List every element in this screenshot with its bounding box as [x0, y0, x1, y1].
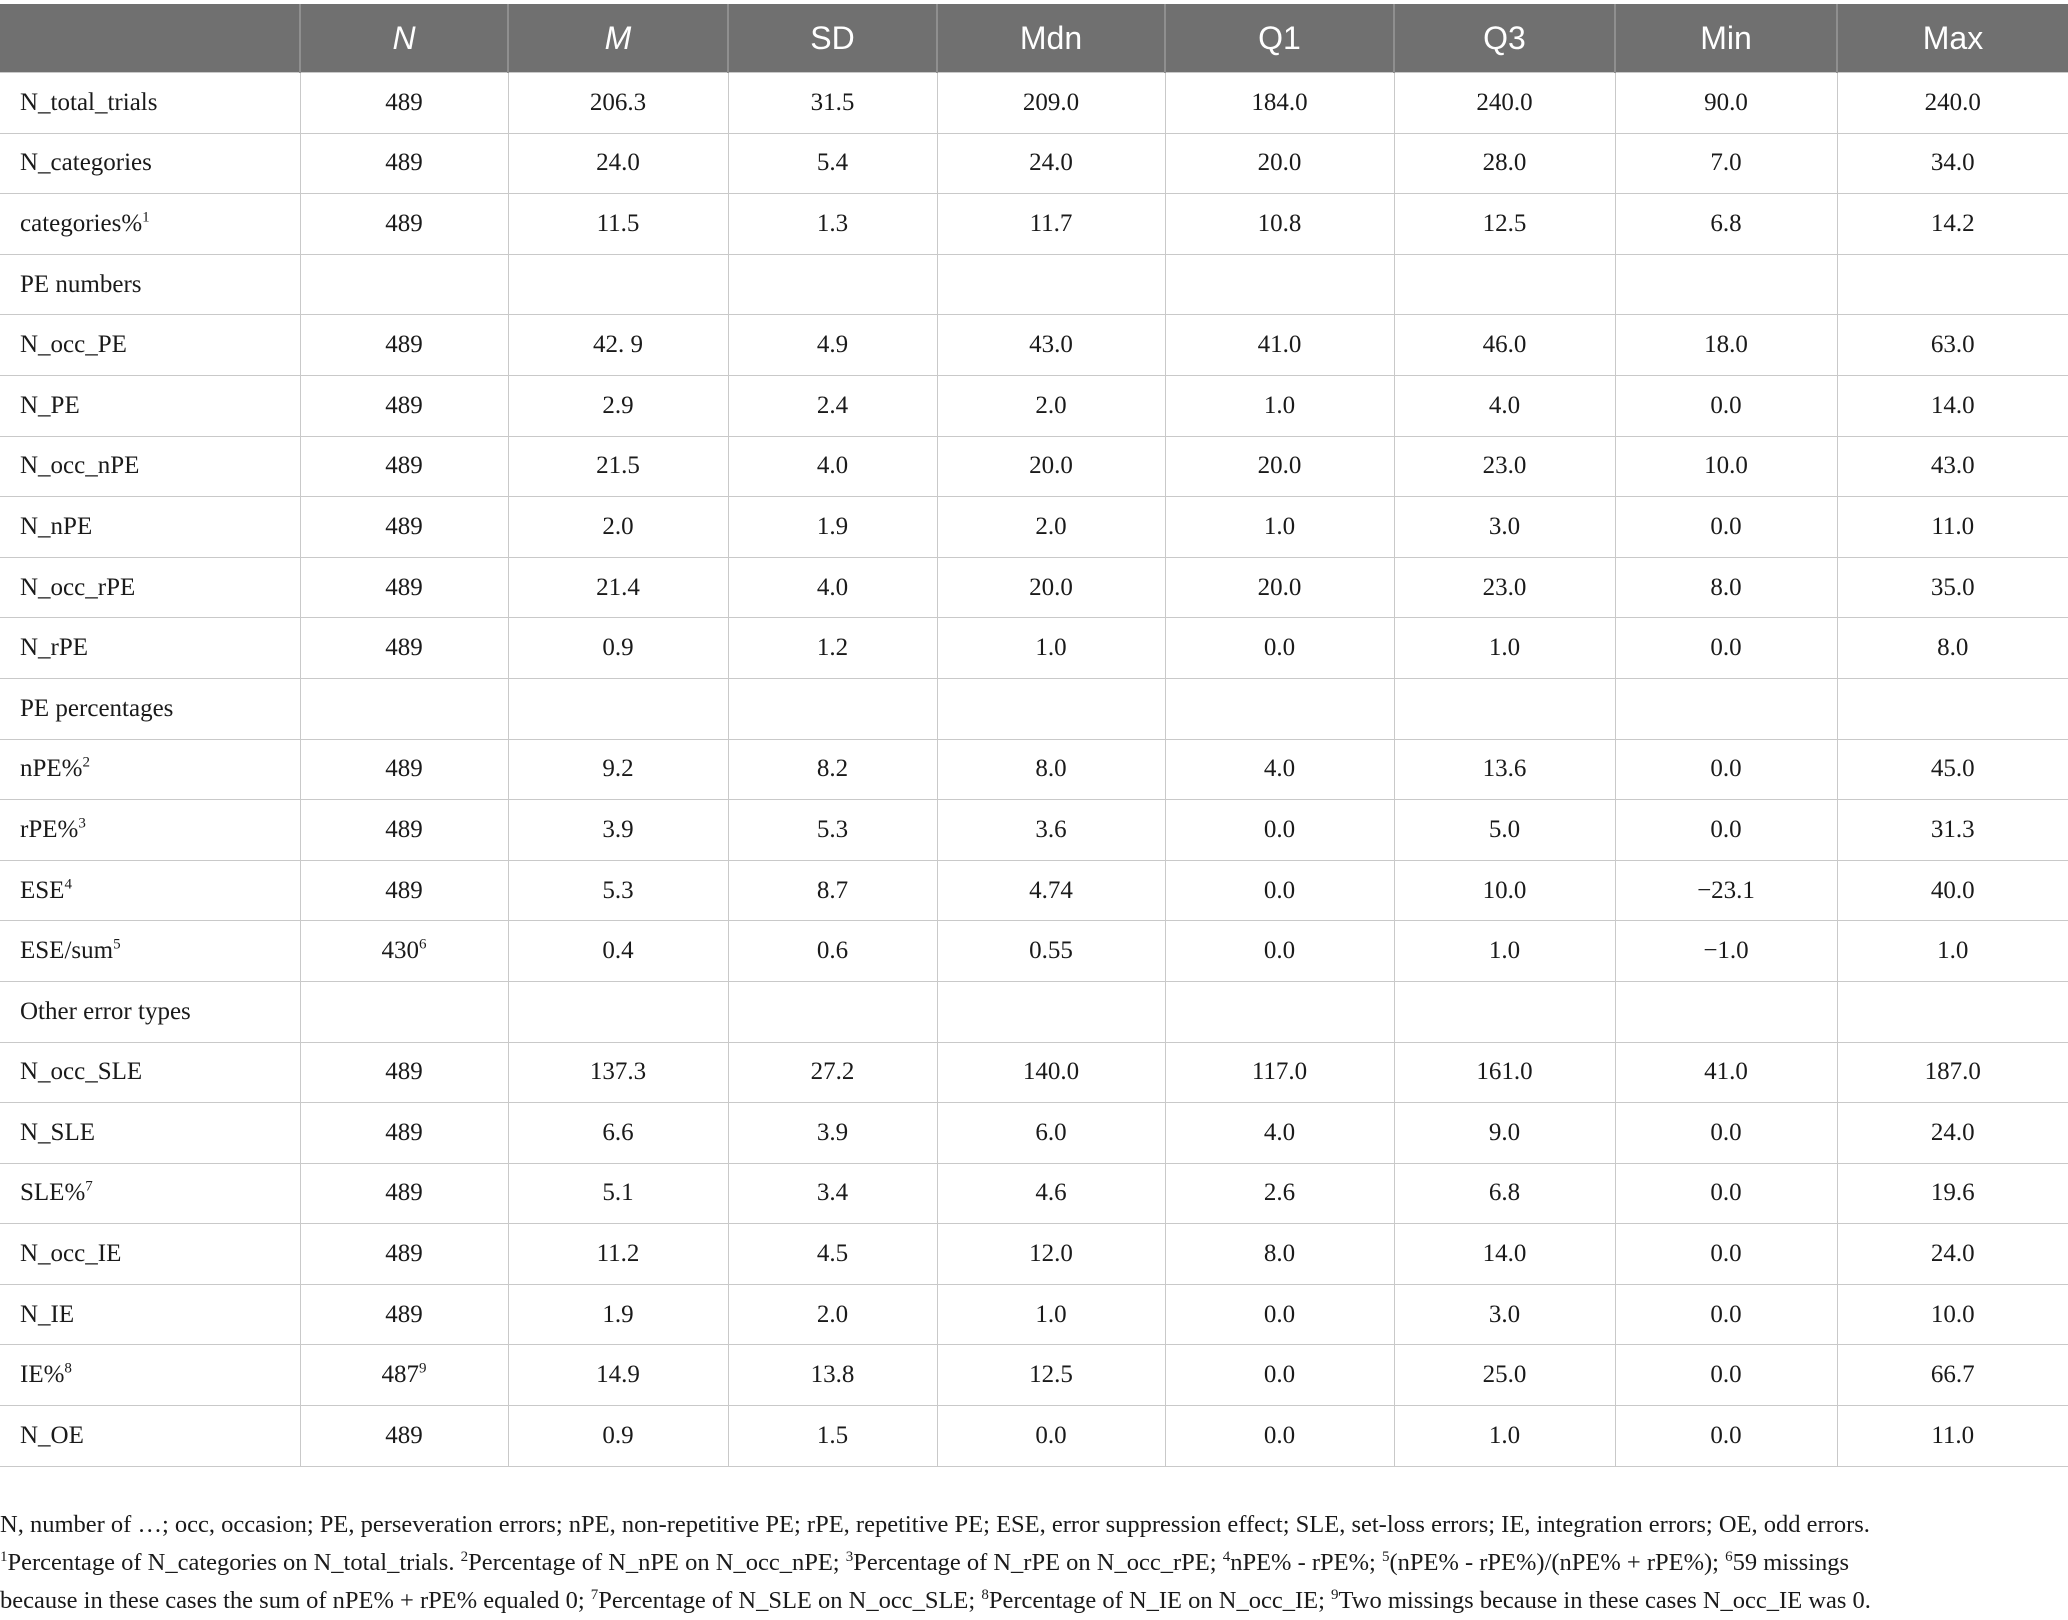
- table-cell: 4.9: [728, 315, 937, 376]
- column-header: Q3: [1394, 4, 1615, 73]
- table-cell: [508, 678, 728, 739]
- table-cell: 24.0: [1837, 1224, 2068, 1285]
- row-label: IE%$^8$: [0, 1345, 300, 1406]
- table-cell: [300, 254, 508, 315]
- table-cell: 14.0: [1394, 1224, 1615, 1285]
- table-cell: [728, 254, 937, 315]
- table-cell: 27.2: [728, 1042, 937, 1103]
- table-cell: 2.0: [508, 497, 728, 558]
- table-cell: 20.0: [937, 436, 1165, 497]
- table-cell: [508, 254, 728, 315]
- table-cell: 5.0: [1394, 800, 1615, 861]
- table-cell: 0.0: [1615, 375, 1837, 436]
- row-label: ESE$^4$: [0, 860, 300, 921]
- table-row: [0, 133, 2068, 194]
- table-cell: 0.0: [1615, 1103, 1837, 1164]
- table-cell: 66.7: [1837, 1345, 2068, 1406]
- table-cell: 10.0: [1837, 1284, 2068, 1345]
- column-header: Min: [1615, 4, 1837, 73]
- table-cell: 9.2: [508, 739, 728, 800]
- table-cell: 6.6: [508, 1103, 728, 1164]
- table-cell: 0.0: [1165, 860, 1394, 921]
- table-cell: 4.0: [728, 557, 937, 618]
- table-row: [0, 1284, 2068, 1345]
- table-cell: 14.2: [1837, 194, 2068, 255]
- table-cell: $430^6$: [300, 921, 508, 982]
- table-cell: 3.9: [508, 800, 728, 861]
- table-cell: −1.0: [1615, 921, 1837, 982]
- table-cell: 0.0: [1615, 618, 1837, 679]
- table-cell: 489: [300, 1042, 508, 1103]
- table-cell: 14.9: [508, 1345, 728, 1406]
- table-cell: 187.0: [1837, 1042, 2068, 1103]
- header-row: [0, 4, 2068, 73]
- table-cell: 489: [300, 1163, 508, 1224]
- table-cell: 41.0: [1165, 315, 1394, 376]
- table-cell: 2.6: [1165, 1163, 1394, 1224]
- row-label: SLE%$^7$: [0, 1163, 300, 1224]
- row-label: N_occ_IE: [0, 1224, 300, 1285]
- column-header: N: [300, 4, 508, 73]
- table-cell: 489: [300, 73, 508, 134]
- table-cell: 0.0: [1615, 1284, 1837, 1345]
- table-cell: 11.2: [508, 1224, 728, 1285]
- table-cell: 1.0: [1394, 618, 1615, 679]
- table-cell: 1.0: [937, 1284, 1165, 1345]
- table-cell: 489: [300, 133, 508, 194]
- table-cell: 1.0: [1394, 1406, 1615, 1467]
- table-cell: 0.0: [1165, 1345, 1394, 1406]
- table-cell: 20.0: [1165, 436, 1394, 497]
- table-cell: 34.0: [1837, 133, 2068, 194]
- table-cell: 11.0: [1837, 497, 2068, 558]
- row-label: categories%$^1$: [0, 194, 300, 255]
- table-cell: 0.4: [508, 921, 728, 982]
- table-cell: 25.0: [1394, 1345, 1615, 1406]
- table-cell: 137.3: [508, 1042, 728, 1103]
- table-cell: 0.0: [1615, 800, 1837, 861]
- stats-table-container: [0, 4, 2068, 1467]
- table-cell: 13.6: [1394, 739, 1615, 800]
- table-cell: [937, 678, 1165, 739]
- table-cell: 0.0: [1615, 1406, 1837, 1467]
- table-row: [0, 678, 2068, 739]
- table-cell: 4.74: [937, 860, 1165, 921]
- table-cell: 13.8: [728, 1345, 937, 1406]
- table-cell: 1.3: [728, 194, 937, 255]
- table-cell: 489: [300, 1103, 508, 1164]
- table-cell: 1.2: [728, 618, 937, 679]
- table-cell: 11.0: [1837, 1406, 2068, 1467]
- table-cell: 8.2: [728, 739, 937, 800]
- table-cell: 10.0: [1394, 860, 1615, 921]
- row-label: PE percentages: [0, 678, 300, 739]
- table-row: [0, 981, 2068, 1042]
- table-cell: 90.0: [1615, 73, 1837, 134]
- table-cell: 1.9: [508, 1284, 728, 1345]
- table-cell: 8.0: [937, 739, 1165, 800]
- table-cell: [1165, 678, 1394, 739]
- table-cell: 41.0: [1615, 1042, 1837, 1103]
- table-row: [0, 1406, 2068, 1467]
- table-cell: 1.0: [937, 618, 1165, 679]
- table-cell: 0.9: [508, 618, 728, 679]
- table-cell: 20.0: [937, 557, 1165, 618]
- table-cell: 489: [300, 1224, 508, 1285]
- table-cell: 0.0: [1165, 921, 1394, 982]
- table-cell: 0.0: [1165, 618, 1394, 679]
- table-cell: 9.0: [1394, 1103, 1615, 1164]
- table-cell: 20.0: [1165, 133, 1394, 194]
- row-label: rPE%$^3$: [0, 800, 300, 861]
- table-cell: 184.0: [1165, 73, 1394, 134]
- column-header: [0, 4, 300, 73]
- table-cell: 0.0: [1165, 1406, 1394, 1467]
- table-row: [0, 436, 2068, 497]
- table-cell: 10.8: [1165, 194, 1394, 255]
- footnote-marker: 3: [78, 815, 86, 832]
- table-row: [0, 1224, 2068, 1285]
- column-header: Mdn: [937, 4, 1165, 73]
- footnote-marker: 5: [113, 936, 121, 953]
- table-cell: [1394, 678, 1615, 739]
- footnote-marker: 3: [845, 1548, 854, 1565]
- table-cell: 0.0: [1615, 1224, 1837, 1285]
- table-cell: 35.0: [1837, 557, 2068, 618]
- table-cell: 43.0: [937, 315, 1165, 376]
- table-cell: [937, 981, 1165, 1042]
- row-label: N_occ_rPE: [0, 557, 300, 618]
- footnote-marker: 1: [142, 209, 150, 226]
- table-row: [0, 194, 2068, 255]
- table-cell: 7.0: [1615, 133, 1837, 194]
- table-cell: 3.9: [728, 1103, 937, 1164]
- table-cell: 0.0: [1165, 800, 1394, 861]
- row-label: N_PE: [0, 375, 300, 436]
- table-cell: 12.5: [937, 1345, 1165, 1406]
- footnote-marker: 8: [981, 1586, 989, 1603]
- table-cell: 28.0: [1394, 133, 1615, 194]
- table-cell: [1615, 678, 1837, 739]
- row-label: N_occ_PE: [0, 315, 300, 376]
- table-row: [0, 1163, 2068, 1224]
- table-row: [0, 315, 2068, 376]
- table-cell: 1.9: [728, 497, 937, 558]
- table-cell: [300, 678, 508, 739]
- table-footnotes: [0, 1506, 2060, 1620]
- table-cell: 5.1: [508, 1163, 728, 1224]
- table-cell: 2.9: [508, 375, 728, 436]
- footnote-line-3: because in these cases the sum of nPE% + rPE% equaled 0; $^7$Percentage of N_SLE on N_occ_SLE; $^8$Percentage of N_IE on N_occ_IE; $^9$Two missings because in these cases N_occ_IE was 0.: [0, 1586, 1871, 1614]
- table-cell: −23.1: [1615, 860, 1837, 921]
- table-cell: [300, 981, 508, 1042]
- row-label: nPE%$^2$: [0, 739, 300, 800]
- table-row: [0, 860, 2068, 921]
- row-label: PE numbers: [0, 254, 300, 315]
- table-cell: 489: [300, 739, 508, 800]
- table-cell: 8.0: [1165, 1224, 1394, 1285]
- table-row: [0, 618, 2068, 679]
- table-row: [0, 800, 2068, 861]
- table-cell: 0.0: [1615, 497, 1837, 558]
- table-cell: 140.0: [937, 1042, 1165, 1103]
- table-cell: 24.0: [937, 133, 1165, 194]
- table-cell: 489: [300, 860, 508, 921]
- descriptive-stats-table: [0, 4, 2068, 1467]
- column-header: Max: [1837, 4, 2068, 73]
- table-cell: 23.0: [1394, 436, 1615, 497]
- table-cell: 23.0: [1394, 557, 1615, 618]
- table-cell: 2.0: [937, 375, 1165, 436]
- table-cell: 1.5: [728, 1406, 937, 1467]
- table-cell: 43.0: [1837, 436, 2068, 497]
- table-cell: 12.5: [1394, 194, 1615, 255]
- row-label: Other error types: [0, 981, 300, 1042]
- table-cell: 4.6: [937, 1163, 1165, 1224]
- table-cell: 1.0: [1837, 921, 2068, 982]
- table-cell: 45.0: [1837, 739, 2068, 800]
- footnote-marker: 1: [0, 1548, 8, 1565]
- table-row: [0, 739, 2068, 800]
- table-cell: 489: [300, 1406, 508, 1467]
- row-label: N_IE: [0, 1284, 300, 1345]
- table-cell: 3.6: [937, 800, 1165, 861]
- table-cell: 31.5: [728, 73, 937, 134]
- table-row: [0, 1345, 2068, 1406]
- table-row: [0, 497, 2068, 558]
- table-cell: 3.0: [1394, 497, 1615, 558]
- table-cell: 12.0: [937, 1224, 1165, 1285]
- table-cell: 0.0: [1615, 1163, 1837, 1224]
- table-cell: 31.3: [1837, 800, 2068, 861]
- table-body: [0, 73, 2068, 1467]
- table-cell: 24.0: [508, 133, 728, 194]
- table-cell: [1615, 254, 1837, 315]
- table-cell: 2.4: [728, 375, 937, 436]
- table-cell: 11.5: [508, 194, 728, 255]
- table-cell: [1165, 981, 1394, 1042]
- table-cell: 3.4: [728, 1163, 937, 1224]
- table-cell: [728, 678, 937, 739]
- footnote-marker: 4: [1222, 1548, 1231, 1565]
- table-cell: 489: [300, 618, 508, 679]
- table-cell: [1394, 981, 1615, 1042]
- footnote-marker: 9: [419, 1360, 427, 1377]
- footnote-marker: 2: [460, 1548, 469, 1565]
- table-cell: 4.0: [1165, 739, 1394, 800]
- table-cell: 4.0: [1394, 375, 1615, 436]
- footnote-marker: 5: [1381, 1548, 1390, 1565]
- table-cell: 1.0: [1394, 921, 1615, 982]
- table-cell: 5.3: [508, 860, 728, 921]
- table-cell: 0.9: [508, 1406, 728, 1467]
- table-cell: 0.55: [937, 921, 1165, 982]
- footnote-abbreviations: N, number of …; occ, occasion; PE, perseveration errors; nPE, non-repetitive PE; rPE, repetitive PE; ESE, error suppression effect; SLE, set-loss errors; IE, integration errors; OE, odd errors.: [0, 1511, 1870, 1538]
- table-cell: 0.0: [1615, 739, 1837, 800]
- table-cell: [1837, 678, 2068, 739]
- table-cell: 24.0: [1837, 1103, 2068, 1164]
- table-cell: 42. 9: [508, 315, 728, 376]
- table-row: [0, 557, 2068, 618]
- table-row: [0, 375, 2068, 436]
- table-cell: 4.0: [1165, 1103, 1394, 1164]
- table-cell: 489: [300, 1284, 508, 1345]
- table-cell: $487^9$: [300, 1345, 508, 1406]
- table-cell: 489: [300, 436, 508, 497]
- table-cell: 8.0: [1615, 557, 1837, 618]
- table-cell: 161.0: [1394, 1042, 1615, 1103]
- table-cell: 6.8: [1394, 1163, 1615, 1224]
- table-cell: 19.6: [1837, 1163, 2068, 1224]
- footnote-marker: 6: [419, 936, 427, 953]
- table-cell: 18.0: [1615, 315, 1837, 376]
- table-cell: 40.0: [1837, 860, 2068, 921]
- table-cell: 0.0: [1165, 1284, 1394, 1345]
- table-cell: 20.0: [1165, 557, 1394, 618]
- table-cell: 2.0: [937, 497, 1165, 558]
- table-cell: 21.4: [508, 557, 728, 618]
- table-cell: 489: [300, 315, 508, 376]
- table-row: [0, 1042, 2068, 1103]
- table-cell: 3.0: [1394, 1284, 1615, 1345]
- footnote-marker: 8: [64, 1360, 72, 1377]
- column-header: Q1: [1165, 4, 1394, 73]
- table-cell: 489: [300, 375, 508, 436]
- footnote-marker: 6: [1725, 1548, 1733, 1565]
- table-cell: 489: [300, 557, 508, 618]
- table-cell: 5.3: [728, 800, 937, 861]
- table-cell: 1.0: [1165, 375, 1394, 436]
- table-cell: 5.4: [728, 133, 937, 194]
- table-cell: 206.3: [508, 73, 728, 134]
- table-cell: 489: [300, 497, 508, 558]
- footnote-marker: 2: [82, 755, 90, 771]
- table-cell: 11.7: [937, 194, 1165, 255]
- table-row: [0, 1103, 2068, 1164]
- table-cell: 117.0: [1165, 1042, 1394, 1103]
- table-cell: 0.0: [1615, 1345, 1837, 1406]
- row-label: N_nPE: [0, 497, 300, 558]
- row-label: N_total_trials: [0, 73, 300, 134]
- table-cell: 6.0: [937, 1103, 1165, 1164]
- table-cell: [1394, 254, 1615, 315]
- table-cell: 8.0: [1837, 618, 2068, 679]
- table-cell: 1.0: [1165, 497, 1394, 558]
- table-header: [0, 4, 2068, 73]
- table-cell: [1615, 981, 1837, 1042]
- table-row: [0, 73, 2068, 134]
- table-cell: [728, 981, 937, 1042]
- table-cell: [1837, 254, 2068, 315]
- row-label: N_rPE: [0, 618, 300, 679]
- table-cell: 209.0: [937, 73, 1165, 134]
- table-cell: 489: [300, 194, 508, 255]
- table-cell: [508, 981, 728, 1042]
- table-cell: 0.6: [728, 921, 937, 982]
- footnote-marker: 7: [590, 1586, 599, 1603]
- column-header: M: [508, 4, 728, 73]
- row-label: N_OE: [0, 1406, 300, 1467]
- table-cell: 4.0: [728, 436, 937, 497]
- footnote-line-2: $^1$Percentage of N_categories on N_total_trials. $^2$Percentage of N_nPE on N_occ_nPE; $^3$Percentage of N_rPE on N_occ_rPE; $^4$nPE% - rPE%; $^5$(nPE% - rPE%)/(nPE% + rPE%); $^6$59 missings: [0, 1548, 1850, 1576]
- footnote-marker: 4: [64, 876, 72, 893]
- table-cell: [937, 254, 1165, 315]
- table-row: [0, 921, 2068, 982]
- table-row: [0, 254, 2068, 315]
- table-cell: 240.0: [1394, 73, 1615, 134]
- table-cell: 6.8: [1615, 194, 1837, 255]
- footnote-marker: 7: [85, 1179, 93, 1196]
- table-cell: 2.0: [728, 1284, 937, 1345]
- table-cell: 46.0: [1394, 315, 1615, 376]
- table-cell: 63.0: [1837, 315, 2068, 376]
- table-cell: 21.5: [508, 436, 728, 497]
- column-header: SD: [728, 4, 937, 73]
- table-cell: 4.5: [728, 1224, 937, 1285]
- table-cell: 10.0: [1615, 436, 1837, 497]
- footnote-marker: 9: [1331, 1586, 1339, 1603]
- table-cell: 14.0: [1837, 375, 2068, 436]
- table-cell: 0.0: [937, 1406, 1165, 1467]
- row-label: N_occ_SLE: [0, 1042, 300, 1103]
- table-cell: [1165, 254, 1394, 315]
- table-cell: 8.7: [728, 860, 937, 921]
- row-label: N_SLE: [0, 1103, 300, 1164]
- table-cell: 489: [300, 800, 508, 861]
- row-label: N_occ_nPE: [0, 436, 300, 497]
- table-cell: 240.0: [1837, 73, 2068, 134]
- table-cell: [1837, 981, 2068, 1042]
- row-label: N_categories: [0, 133, 300, 194]
- row-label: ESE/sum$^5$: [0, 921, 300, 982]
